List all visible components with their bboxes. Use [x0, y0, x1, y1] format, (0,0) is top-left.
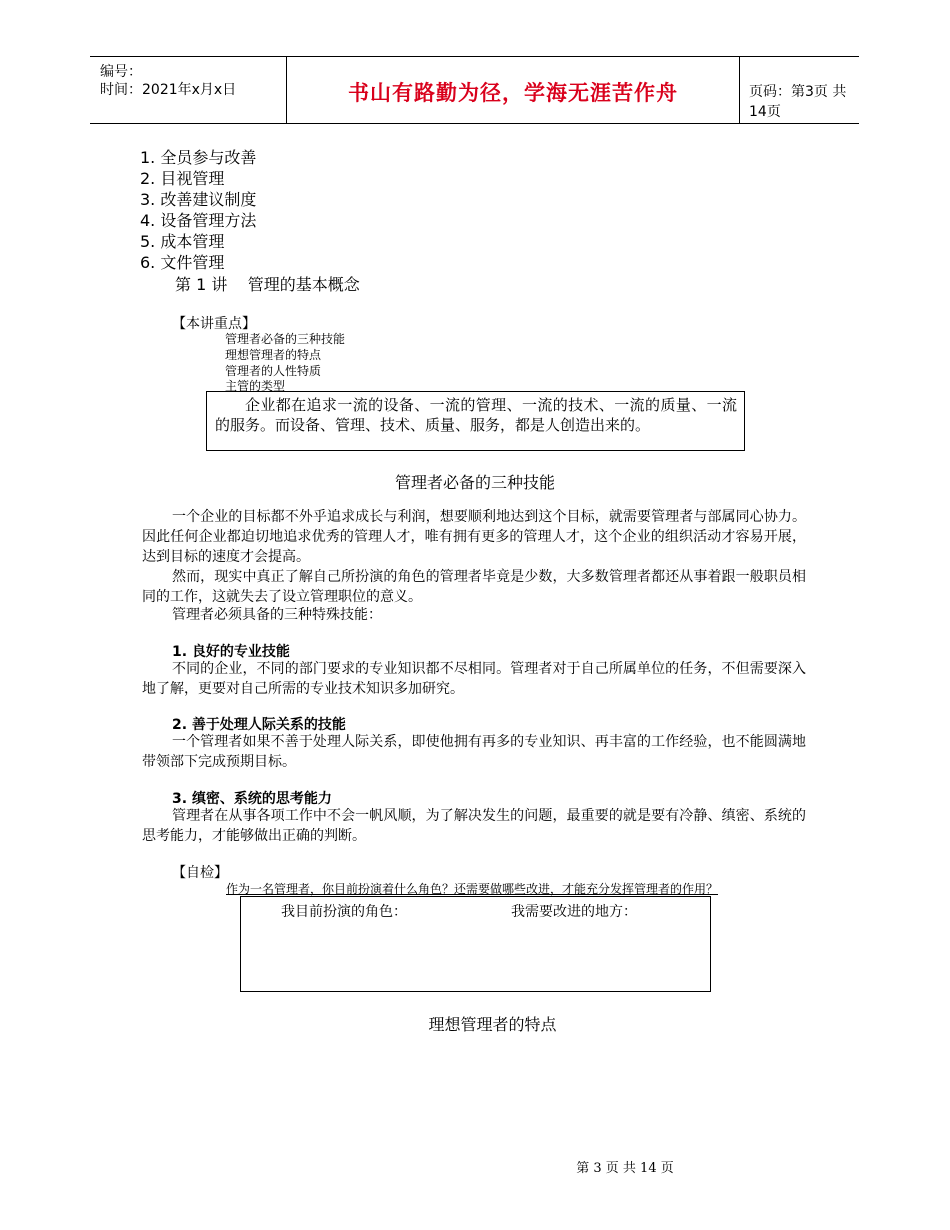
toc-item: 4. 设备管理方法	[140, 211, 257, 230]
document-header	[90, 56, 859, 124]
key-points-label: 【本讲重点】	[172, 316, 256, 332]
skill-title: 3. 缜密、系统的思考能力	[172, 791, 332, 807]
paragraph: 管理者必须具备的三种特殊技能：	[172, 607, 382, 623]
skill-text: 不同的企业，不同的部门要求的专业知识都不尽相同。管理者对于自己所属单位的任务，不但需要深入地了解，更要对自己所需的专业技术知识多加研究。	[142, 661, 806, 697]
skill-text: 一个管理者如果不善于处理人际关系，即使他拥有再多的专业知识、再丰富的工作经验，也不能圆满地带领部下完成预期目标。	[142, 734, 806, 770]
self-check-answer-box[interactable]	[240, 896, 711, 992]
skill-title: 2. 善于处理人际关系的技能	[172, 717, 346, 733]
key-point-item: 管理者的人性特质	[225, 364, 322, 378]
skill-title: 1. 良好的专业技能	[172, 644, 290, 660]
document-time-label: 时间：2021年x月x日	[100, 82, 237, 98]
header-page-number: 页码：第3页 共14页	[749, 84, 847, 120]
role-label: 我目前扮演的角色：	[281, 904, 407, 920]
toc-item: 6. 文件管理	[140, 253, 225, 272]
paragraph: 然而，现实中真正了解自己所扮演的角色的管理者毕竟是少数，大多数管理者都还从事着跟一般职员相同的工作，这就失去了设立管理职位的意义。	[142, 569, 806, 605]
toc-item: 3. 改善建议制度	[140, 190, 257, 209]
section-title: 理想管理者的特点	[428, 1015, 557, 1034]
quote-box	[206, 391, 745, 451]
key-point-item: 理想管理者的特点	[225, 348, 322, 362]
lecture-title: 第 1 讲 管理的基本概念	[175, 275, 360, 294]
toc-item: 2. 目视管理	[140, 169, 225, 188]
section-title: 管理者必备的三种技能	[394, 473, 555, 492]
toc-item: 1. 全员参与改善	[140, 148, 257, 167]
header-page-cell	[739, 57, 859, 123]
key-point-item: 管理者必备的三种技能	[225, 332, 346, 346]
document-number-label: 编号：	[100, 64, 142, 80]
skill-text: 管理者在从事各项工作中不会一帆风顺，为了解决发生的问题，最重要的就是要有冷静、缜密、系统的思考能力，才能够做出正确的判断。	[142, 808, 806, 844]
self-check-question: 作为一名管理者，你目前扮演着什么角色？还需要做哪些改进，才能充分发挥管理者的作用？	[226, 882, 719, 896]
page-footer: 第 3 页 共 14 页	[576, 1161, 674, 1176]
self-check-label: 【自检】	[172, 865, 228, 881]
header-motto-cell	[286, 57, 740, 123]
improve-label: 我需要改进的地方：	[511, 904, 637, 920]
header-left-cell	[90, 57, 286, 123]
quote-text: 企业都在追求一流的设备、一流的管理、一流的技术、一流的质量、一流的服务。而设备、管理、技术、质量、服务，都是人创造出来的。	[215, 396, 737, 434]
paragraph: 一个企业的目标都不外乎追求成长与利润，想要顺利地达到这个目标，就需要管理者与部属同心协力。因此任何企业都迫切地追求优秀的管理人才，唯有拥有更多的管理人才，这个企业的组织活动才容易开展，达到目标的速度才会提高。	[142, 509, 806, 565]
key-point-item: 主管的类型	[225, 379, 286, 393]
header-motto: 书山有路勤为径，学海无涯苦作舟	[348, 81, 678, 105]
toc-item: 5. 成本管理	[140, 232, 225, 251]
